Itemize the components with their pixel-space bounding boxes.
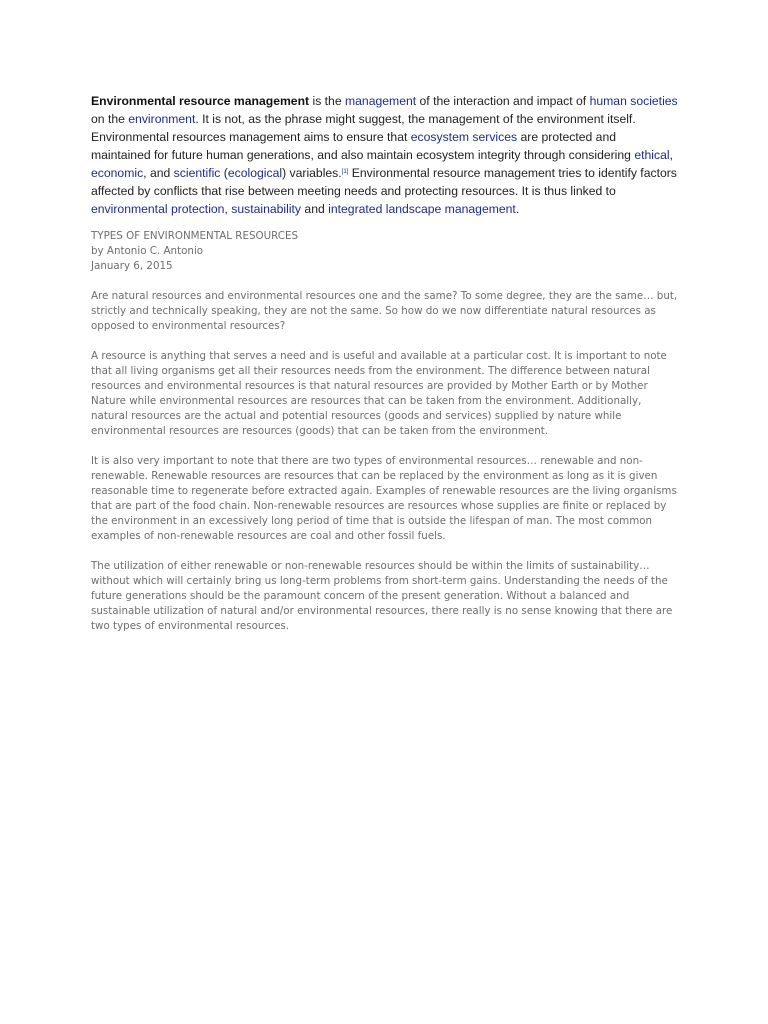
intro-lead-term: Environmental resource management [91,94,310,108]
link-economic[interactable]: economic [91,166,144,180]
intro-paragraph [91,92,679,218]
link-ecological[interactable]: ecological [227,166,283,180]
intro-text: , [224,202,232,216]
intro-text: of the interaction and impact of [416,94,590,108]
intro-text: on the [91,112,129,126]
intro-text: . It is not, as the phrase might suggest, the management of the environment itself. Environmental resources management aims to ensure that [91,112,636,144]
intro-text: , [669,148,673,162]
link-integrated-landscape-management[interactable]: integrated landscape management [328,202,516,216]
intro-text: are protected and maintained for future human generations, and also maintain ecosystem integrity through considering [91,130,635,162]
intro-text: and [301,202,329,216]
intro-text: . [515,202,520,216]
article-header [91,229,679,274]
article-title: TYPES OF ENVIRONMENTAL RESOURCES [91,230,299,242]
link-scientific[interactable]: scientific [173,166,221,180]
intro-text: ) variables. [282,166,342,180]
link-ecosystem-services[interactable]: ecosystem services [410,130,518,144]
intro-text: ( [220,166,228,180]
intro-text: is the [309,94,345,108]
link-environment[interactable]: environment [128,112,196,126]
intro-text: Environmental resource management tries to identify factors affected by conflicts that rise between meeting needs and protecting resources. It is thus linked to [91,166,677,198]
article-date: January 6, 2015 [91,260,173,272]
article-paragraph-3: It is also very important to note that there are two types of environmental resources… renewable and non-renewable. Renewable resources are resources that can be replaced by the environment as long as it is given reasonable time to regenerate before extracted again. Examples of renewable resources are the living organisms that are part of the food chain. Non-renewable resources are resources whose supplies are finite or replaced by the environment in an excessively long period of time that is outside the lifespan of man. The most common examples of non-renewable resources are coal and other fossil fuels. [91,455,677,542]
article-paragraph-2: A resource is anything that serves a need and is useful and available at a particular cost. It is important to note that all living organisms get all their resources needs from the environment. The difference between natural resources and environmental resources is that natural resources are provided by Mother Earth or by Mother Nature while environmental resources are resources that can be taken from the environment. Additionally, natural resources are the actual and potential resources (goods and services) supplied by nature while environmental resources are resources (goods) that can be taken from the environment. [91,350,667,437]
link-human-societies[interactable]: human societies [589,94,678,108]
article-paragraph-4: The utilization of either renewable or non-renewable resources should be within the limits of sustainability… without which will certainly bring us long-term problems from short-term gains. Understanding the needs of the future generations should be the paramount concern of the present generation. Without a balanced and sustainable utilization of natural and/or environmental resources, there really is no sense knowing that there are two types of environmental resources. [91,560,673,632]
link-ethical[interactable]: ethical [634,148,670,162]
document-page [91,92,679,649]
link-management[interactable]: management [345,94,417,108]
link-environmental-protection[interactable]: environmental protection [91,202,225,216]
link-sustainability[interactable]: sustainability [231,202,302,216]
citation-link[interactable]: [1] [341,169,349,175]
article-byline: by Antonio C. Antonio [91,245,204,257]
article-paragraph-1: Are natural resources and environmental resources one and the same? To some degree, they are the same… but, strictly and technically speaking, they are not the same. So how do we now differentiate natural resources as opposed to environmental resources? [91,290,678,332]
intro-text: , and [143,166,174,180]
article [91,229,679,634]
